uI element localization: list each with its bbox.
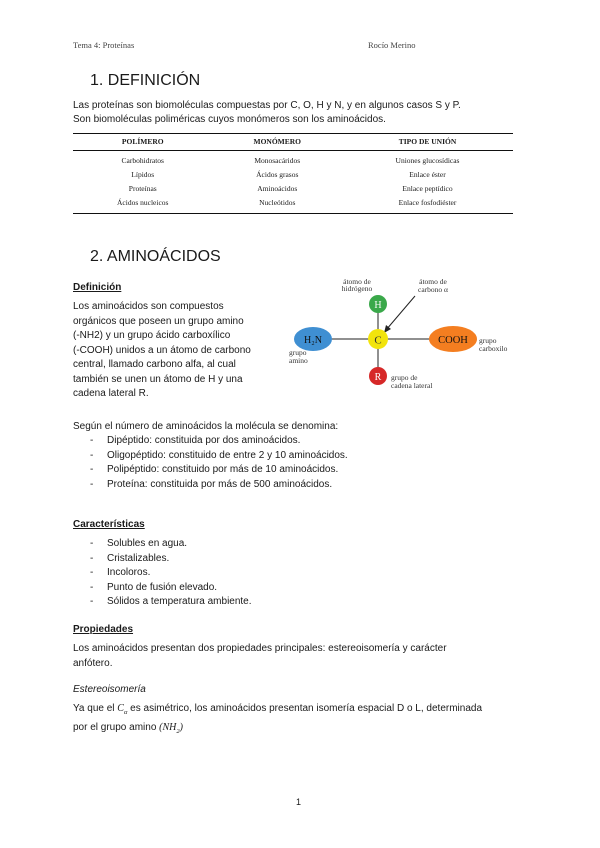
carbon-caption: átomo de xyxy=(419,277,447,286)
section-title-definicion: 1. DEFINICIÓN xyxy=(90,72,201,89)
table-cell: Enlace peptídico xyxy=(402,184,453,193)
definition-line: (-NH2) y un grupo ácido carboxílico xyxy=(73,330,231,341)
list-item: - Punto de fusión elevado. xyxy=(90,581,252,596)
amino-caption: amino xyxy=(289,356,308,365)
definition-line: también se unen un átomo de H y una xyxy=(73,373,243,385)
nh2-formula: $(NH_2)$ xyxy=(159,722,184,735)
list-item: - Polipéptido: constituido por más de 10 aminoácidos. xyxy=(90,463,348,478)
propiedades-line-2: anfótero. xyxy=(73,657,113,669)
table-cell: Nucleótidos xyxy=(259,198,296,207)
table-cell: Enlace fosfodiéster xyxy=(398,198,457,207)
subheading-caracteristicas: Características xyxy=(73,519,145,530)
subheading-propiedades: Propiedades xyxy=(73,624,134,635)
hydrogen-caption: átomo de xyxy=(343,277,371,286)
definition-line: (-COOH) unidos a un átomo de carbono xyxy=(73,344,251,356)
table-cell: Proteínas xyxy=(128,184,157,193)
table-cell: Uniones glucosídicas xyxy=(395,156,460,165)
table-row xyxy=(73,168,513,182)
carbon-caption: carbono α xyxy=(418,285,448,294)
list-item: - Incoloros. xyxy=(90,566,252,581)
nh-symbol: NH xyxy=(162,722,177,733)
polymer-table xyxy=(73,133,513,214)
section-title-aminoacidos: 2. AMINOÁCIDOS xyxy=(90,248,221,265)
table-cell: Lípidos xyxy=(131,170,155,179)
two-subscript: 2 xyxy=(176,728,180,735)
table-row xyxy=(73,196,513,214)
subheading-estereoisomeria: Estereoisomería xyxy=(73,684,146,695)
table-cell: Aminoácidos xyxy=(257,184,298,193)
numero-intro: Según el número de aminoácidos la molécula se denomina: xyxy=(73,421,339,432)
definition-line: central, llamado carbono alfa, al cual xyxy=(73,359,236,370)
carboxyl-caption: carboxilo xyxy=(479,344,508,353)
list-item: - Proteína: constituida por más de 500 aminoácidos. xyxy=(90,478,348,493)
definition-line: Los aminoácidos son compuestos xyxy=(73,301,224,312)
table-cell: Ácidos grasos xyxy=(256,170,299,179)
list-item: - Oligopéptido: constituido de entre 2 y 10 aminoácidos. xyxy=(90,449,348,464)
arrow-head xyxy=(384,325,391,333)
side-chain-caption: grupo de xyxy=(391,373,418,382)
list-item: - Solubles en agua. xyxy=(90,537,252,552)
side-chain-caption: cadena lateral xyxy=(391,381,433,390)
table-cell: Enlace éster xyxy=(409,170,446,179)
table-header-row xyxy=(73,134,513,151)
amino-caption: grupo xyxy=(289,348,307,357)
definition-line: orgánicos que poseen un grupo amino xyxy=(73,315,244,327)
numero-list xyxy=(90,434,348,492)
subheading-definicion: Definición xyxy=(73,282,122,293)
estereo-text: Ya que el xyxy=(73,703,115,714)
table-header-cell: TIPO DE UNIÓN xyxy=(342,134,513,151)
carboxyl-caption: grupo xyxy=(479,336,497,345)
amino-acid-diagram xyxy=(283,276,523,406)
carbon-pointer-arrow xyxy=(386,296,415,330)
intro-line-1: Las proteínas son biomoléculas compuestas por C, O, H y N, y en algunos casos S y P. xyxy=(73,100,461,111)
side-chain-label: R xyxy=(374,372,382,383)
header-right: Rocío Merino xyxy=(368,40,416,50)
carbon-alpha-symbol xyxy=(117,703,127,714)
c-symbol: C xyxy=(117,703,124,714)
table-header-cell: MONÓMERO xyxy=(212,134,342,151)
table-cell: Ácidos nucleicos xyxy=(117,198,169,207)
propiedades-line-1: Los aminoácidos presentan dos propiedades principales: estereoisomería y carácter xyxy=(73,643,447,654)
hydrogen-caption: hidrógeno xyxy=(341,284,373,293)
amino-group-label: H₂N xyxy=(304,335,322,346)
estereo-text: por el grupo amino xyxy=(73,722,157,733)
table-header-cell: POLÍMERO xyxy=(73,134,212,151)
definition-line: cadena lateral R. xyxy=(73,388,149,399)
table-row xyxy=(73,151,513,169)
page-number: 1 xyxy=(296,797,302,807)
alpha-subscript: α xyxy=(123,709,128,716)
list-item: - Cristalizables. xyxy=(90,552,252,567)
list-item: - Dipéptido: constituida por dos aminoácidos. xyxy=(90,434,348,449)
hydrogen-atom-label: H xyxy=(374,300,382,311)
carboxyl-group-label: COOH xyxy=(438,335,468,346)
estereoisomeria-line-1 xyxy=(73,702,482,721)
list-item: - Sólidos a temperatura ambiente. xyxy=(90,595,252,610)
intro-line-2: Son biomoléculas poliméricas cuyos monómeros son los aminoácidos. xyxy=(73,114,386,125)
header-left: Tema 4: Proteínas xyxy=(73,40,135,50)
table-cell: Monosacáridos xyxy=(254,156,301,165)
table-row xyxy=(73,182,513,196)
estereoisomeria-line-2 xyxy=(73,721,183,740)
carbon-atom-label: C xyxy=(374,334,382,347)
caracteristicas-list xyxy=(90,537,252,610)
table-cell: Carbohidratos xyxy=(121,156,164,165)
estereo-text: es asimétrico, los aminoácidos presentan isomería espacial D o L, determinada xyxy=(130,703,483,714)
